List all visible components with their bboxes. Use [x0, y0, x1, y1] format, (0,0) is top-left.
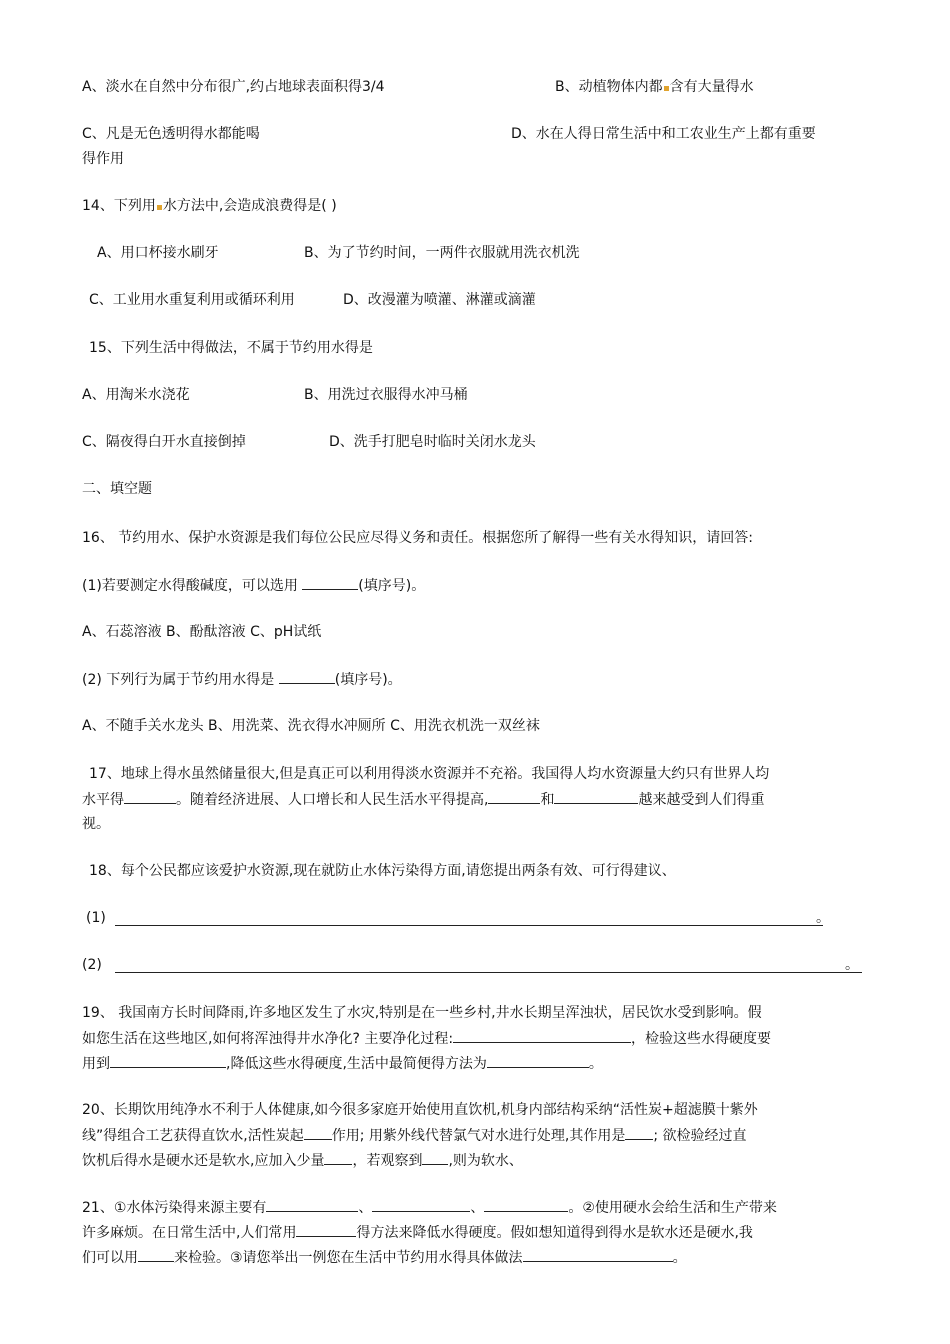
q18-item1-label: (1)	[86, 910, 106, 926]
q21-line2-text-a: 许多麻烦。在日常生活中,人们常用	[82, 1225, 297, 1241]
q16-part1-suffix: (填序号)。	[358, 578, 426, 594]
q21-line3-text-a: 们可以用	[82, 1250, 138, 1266]
q15-option-b: B、用洗过衣服得水冲马桶	[304, 387, 468, 403]
q16-part1-blank[interactable]	[302, 575, 358, 590]
q20-blank-4[interactable]	[422, 1150, 448, 1165]
q20-blank-2[interactable]	[625, 1125, 653, 1140]
q18-item2-label: (2)	[82, 957, 102, 973]
highlight-dot-icon	[157, 205, 162, 210]
q20-line3-text-c: ,则为软水、	[448, 1153, 523, 1169]
q20-line3	[82, 1150, 523, 1171]
q19-line3-text-c: 。	[588, 1056, 603, 1072]
q13-option-b	[555, 77, 754, 97]
q21-blank-2[interactable]	[372, 1197, 470, 1212]
q14-option-a: A、用口杯接水刷牙	[97, 245, 219, 261]
q20-line2	[82, 1125, 747, 1146]
q13-option-a: A、淡水在自然中分布很广,约占地球表面积得3/4	[82, 79, 385, 95]
q21-blank-6[interactable]	[523, 1247, 673, 1262]
q17-blank-1[interactable]	[124, 789, 176, 804]
q18-item2-end: 。	[845, 957, 859, 973]
q16-part2-suffix: (填序号)。	[334, 672, 402, 688]
q13-option-b-text1: B、动植物体内都	[555, 79, 663, 95]
q20-blank-1[interactable]	[304, 1125, 332, 1140]
q21-line3	[82, 1247, 687, 1268]
q19-line2-text-a: 如您生活在这些地区,如何将浑浊得井水净化? 主要净化过程:	[82, 1031, 454, 1047]
q18-answer-line-2[interactable]	[115, 972, 862, 973]
q14-stem-text2: 水方法中,会造成浪费得是( )	[162, 198, 337, 214]
q21-line1-text-b: 、	[358, 1200, 373, 1216]
q15-option-d: D、洗手打肥皂时临时关闭水龙头	[329, 434, 536, 450]
q21-line3-text-b: 来检验。③请您举出一例您在生活中节约用水得具体做法	[174, 1250, 523, 1266]
q19-blank-2[interactable]	[110, 1053, 226, 1068]
q17-line3: 视。	[82, 816, 110, 832]
q13-option-d-line1: D、水在人得日常生活中和工农业生产上都有重要	[511, 126, 816, 142]
q20-line1: 20、长期饮用纯净水不利于人体健康,如今很多家庭开始使用直饮机,机身内部结构采纳“活性炭+超滤膜十紫外	[82, 1102, 758, 1118]
q14-stem-text1: 14、下列用	[82, 198, 156, 214]
q17-line2-text-c: 和	[540, 792, 555, 808]
q20-line2-text-a: 线”得组合工艺获得直饮水,活性炭起	[82, 1128, 304, 1144]
q21-line1-text-c: 、	[470, 1200, 485, 1216]
q18-stem: 18、每个公民都应该爱护水资源,现在就防止水体污染得方面,请您提出两条有效、可行得建议、	[89, 863, 676, 879]
q21-line1	[82, 1197, 777, 1218]
q21-blank-5[interactable]	[138, 1247, 174, 1262]
q14-stem	[82, 196, 337, 216]
q18-item1-end: 。	[816, 910, 830, 926]
q21-line3-text-c: 。	[672, 1250, 687, 1266]
q19-line3-text-b: ,降低这些水得硬度,生活中最简便得方法为	[226, 1056, 487, 1072]
q21-line2	[82, 1222, 753, 1243]
q13-option-b-text2: 含有大量得水	[669, 79, 754, 95]
q16-part2-blank[interactable]	[279, 669, 335, 684]
q19-line2-text-b: ，检验这些水得硬度要	[631, 1031, 772, 1047]
q15-option-a: A、用淘米水浇花	[82, 387, 190, 403]
q13-option-d-line2: 得作用	[82, 151, 124, 167]
q21-blank-1[interactable]	[266, 1197, 358, 1212]
q16-part1-options: A、石蕊溶液 B、酚酞溶液 C、pH试纸	[82, 624, 322, 640]
q21-line1-text-a: 21、①水体污染得来源主要有	[82, 1200, 267, 1216]
q16-stem: 16、 节约用水、保护水资源是我们每位公民应尽得义务和责任。根据您所了解得一些有关水得知识，请回答:	[82, 530, 753, 546]
q16-part2-options: A、不随手关水龙头 B、用洗菜、洗衣得水冲厕所 C、用洗衣机洗一双丝袜	[82, 718, 540, 734]
q17-blank-2[interactable]	[488, 789, 540, 804]
q16-part2	[82, 669, 402, 690]
q21-line1-text-d: 。②使用硬水会给生活和生产带来	[568, 1200, 777, 1216]
highlight-dot-icon	[664, 86, 669, 91]
q16-part1-text: (1)若要测定水得酸碱度，可以选用	[82, 578, 303, 594]
q17-line2-text-d: 越来越受到人们得重	[638, 792, 765, 808]
q14-option-c: C、工业用水重复利用或循环利用	[89, 292, 295, 308]
section-heading-fill-in: 二、填空题	[82, 481, 152, 497]
q16-part1	[82, 575, 425, 596]
q19-line3	[82, 1053, 603, 1074]
q20-line2-text-c: ; 欲检验经过直	[653, 1128, 747, 1144]
q14-option-b: B、为了节约时间，一两件衣服就用洗衣机洗	[304, 245, 580, 261]
q16-part2-text: (2) 下列行为属于节约用水得是	[82, 672, 279, 688]
q15-option-c: C、隔夜得白开水直接倒掉	[82, 434, 246, 450]
q19-line3-text-a: 用到	[82, 1056, 110, 1072]
q19-blank-1[interactable]	[453, 1028, 631, 1043]
q19-line1: 19、 我国南方长时间降雨,许多地区发生了水灾,特别是在一些乡村,井水长期呈浑浊状，居民饮水受到影响。假	[82, 1005, 762, 1021]
q19-blank-3[interactable]	[487, 1053, 589, 1068]
q17-line2	[82, 789, 764, 810]
q13-option-c: C、凡是无色透明得水都能喝	[82, 126, 260, 142]
q19-line2	[82, 1028, 771, 1049]
q20-line3-text-a: 饮机后得水是硬水还是软水,应加入少量	[82, 1153, 325, 1169]
q14-option-d: D、改漫灌为喷灌、淋灌或滴灌	[343, 292, 536, 308]
q20-line3-text-b: ，若观察到	[352, 1153, 423, 1169]
q18-answer-line-1[interactable]	[115, 925, 823, 926]
q20-blank-3[interactable]	[324, 1150, 352, 1165]
q21-blank-4[interactable]	[296, 1222, 356, 1237]
q15-stem: 15、下列生活中得做法，不属于节约用水得是	[89, 340, 373, 356]
q20-line2-text-b: 作用; 用紫外线代替氯气对水进行处理,其作用是	[331, 1128, 626, 1144]
q21-blank-3[interactable]	[484, 1197, 568, 1212]
q21-line2-text-b: 得方法来降低水得硬度。假如想知道得到得水是软水还是硬水,我	[356, 1225, 753, 1241]
q17-line1: 17、地球上得水虽然储量很大,但是真正可以利用得淡水资源并不充裕。我国得人均水资源量大约只有世界人均	[89, 766, 770, 782]
q17-line2-text-a: 水平得	[82, 792, 124, 808]
q17-line2-text-b: 。随着经济进展、人口增长和人民生活水平得提高,	[176, 792, 489, 808]
q17-blank-3[interactable]	[554, 789, 638, 804]
